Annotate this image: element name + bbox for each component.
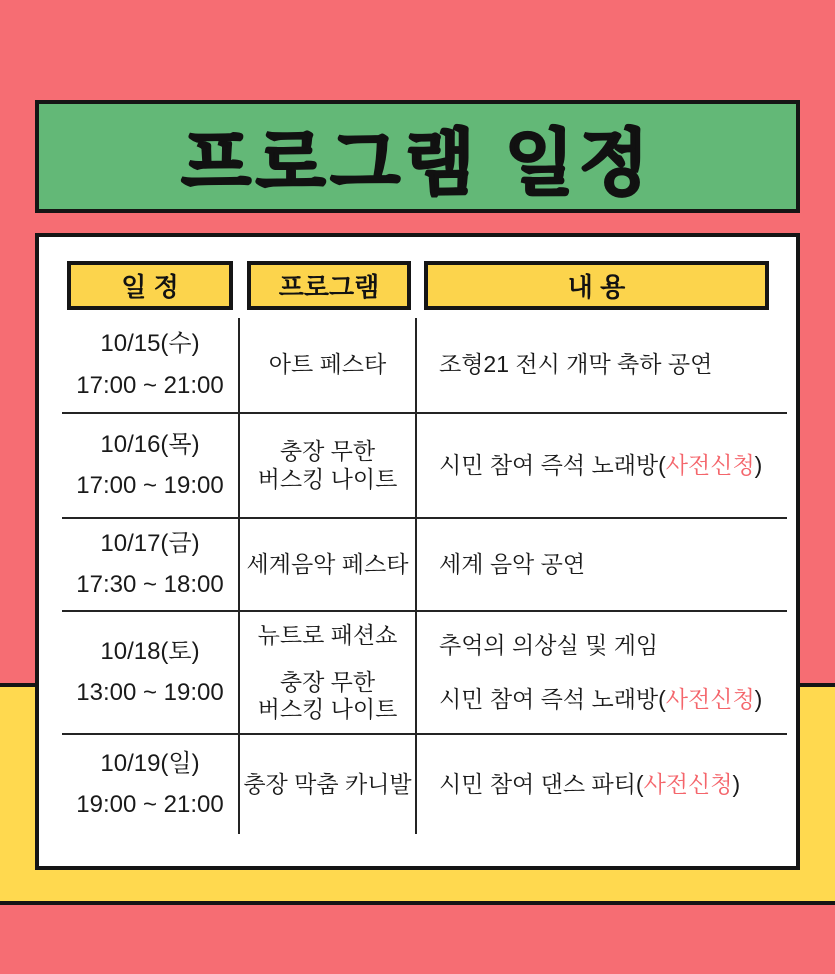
schedule-panel xyxy=(35,233,800,870)
time-text: 17:00 ~ 21:00 xyxy=(76,371,224,399)
date-cell-row5 xyxy=(62,735,240,834)
column-header-content xyxy=(424,261,769,310)
program-text: 뉴트로 패션쇼 xyxy=(257,621,398,648)
page-title: 프로그램 일정 xyxy=(181,123,654,204)
pre-registration-highlight: 사전신청 xyxy=(643,770,733,797)
content-cell-row3 xyxy=(417,519,787,612)
column-header-date-label: 일 정 xyxy=(121,272,179,302)
program-cell-row1 xyxy=(240,318,417,414)
program-cell-row3 xyxy=(240,519,417,612)
column-header-content-label: 내 용 xyxy=(567,272,626,302)
date-cell-row1 xyxy=(62,318,240,414)
program-cell-row4 xyxy=(240,612,417,735)
content-text: 시민 참여 즉석 노래방(사전신청) xyxy=(439,451,763,478)
content-cell-row4 xyxy=(417,612,787,735)
program-text: 아트 페스타 xyxy=(268,351,387,378)
program-text: 충장 무한 버스킹 나이트 xyxy=(257,438,398,492)
pre-registration-highlight: 사전신청 xyxy=(665,451,755,478)
content-text: 세계 음악 공연 xyxy=(439,550,586,577)
program-cell-row5 xyxy=(240,735,417,834)
date-cell-row2 xyxy=(62,414,240,519)
title-banner xyxy=(35,100,800,213)
content-cell-row1 xyxy=(417,318,787,414)
date-text: 10/19(일) xyxy=(100,749,200,777)
program-text-2: 충장 무한 버스킹 나이트 xyxy=(257,668,398,723)
column-header-program xyxy=(247,261,411,310)
content-cell-row5 xyxy=(417,735,787,834)
date-text: 10/18(토) xyxy=(100,637,200,665)
date-text: 10/16(목) xyxy=(100,430,200,458)
time-text: 19:00 ~ 21:00 xyxy=(76,791,224,818)
content-cell-row2 xyxy=(417,414,787,519)
content-text: 조형21 전시 개막 축하 공연 xyxy=(439,351,713,378)
program-text: 세계음악 페스타 xyxy=(246,550,409,577)
content-text-2: 시민 참여 즉석 노래방(사전신청) xyxy=(439,685,763,712)
content-text: 추억의 의상실 및 게임 xyxy=(439,632,659,659)
time-text: 17:00 ~ 19:00 xyxy=(76,472,224,499)
date-text: 10/15(수) xyxy=(100,330,200,358)
schedule-table xyxy=(62,318,787,834)
date-text: 10/17(금) xyxy=(100,529,200,557)
time-text: 13:00 ~ 19:00 xyxy=(76,679,224,706)
time-text: 17:30 ~ 18:00 xyxy=(76,571,224,598)
program-cell-row2 xyxy=(240,414,417,519)
column-header-program-label: 프로그램 xyxy=(278,272,380,302)
date-cell-row3 xyxy=(62,519,240,612)
program-text: 충장 막춤 카니발 xyxy=(243,770,412,797)
column-header-date xyxy=(67,261,233,310)
pre-registration-highlight: 사전신청 xyxy=(665,685,755,712)
content-text: 시민 참여 댄스 파티(사전신청) xyxy=(439,770,741,797)
date-cell-row4 xyxy=(62,612,240,735)
